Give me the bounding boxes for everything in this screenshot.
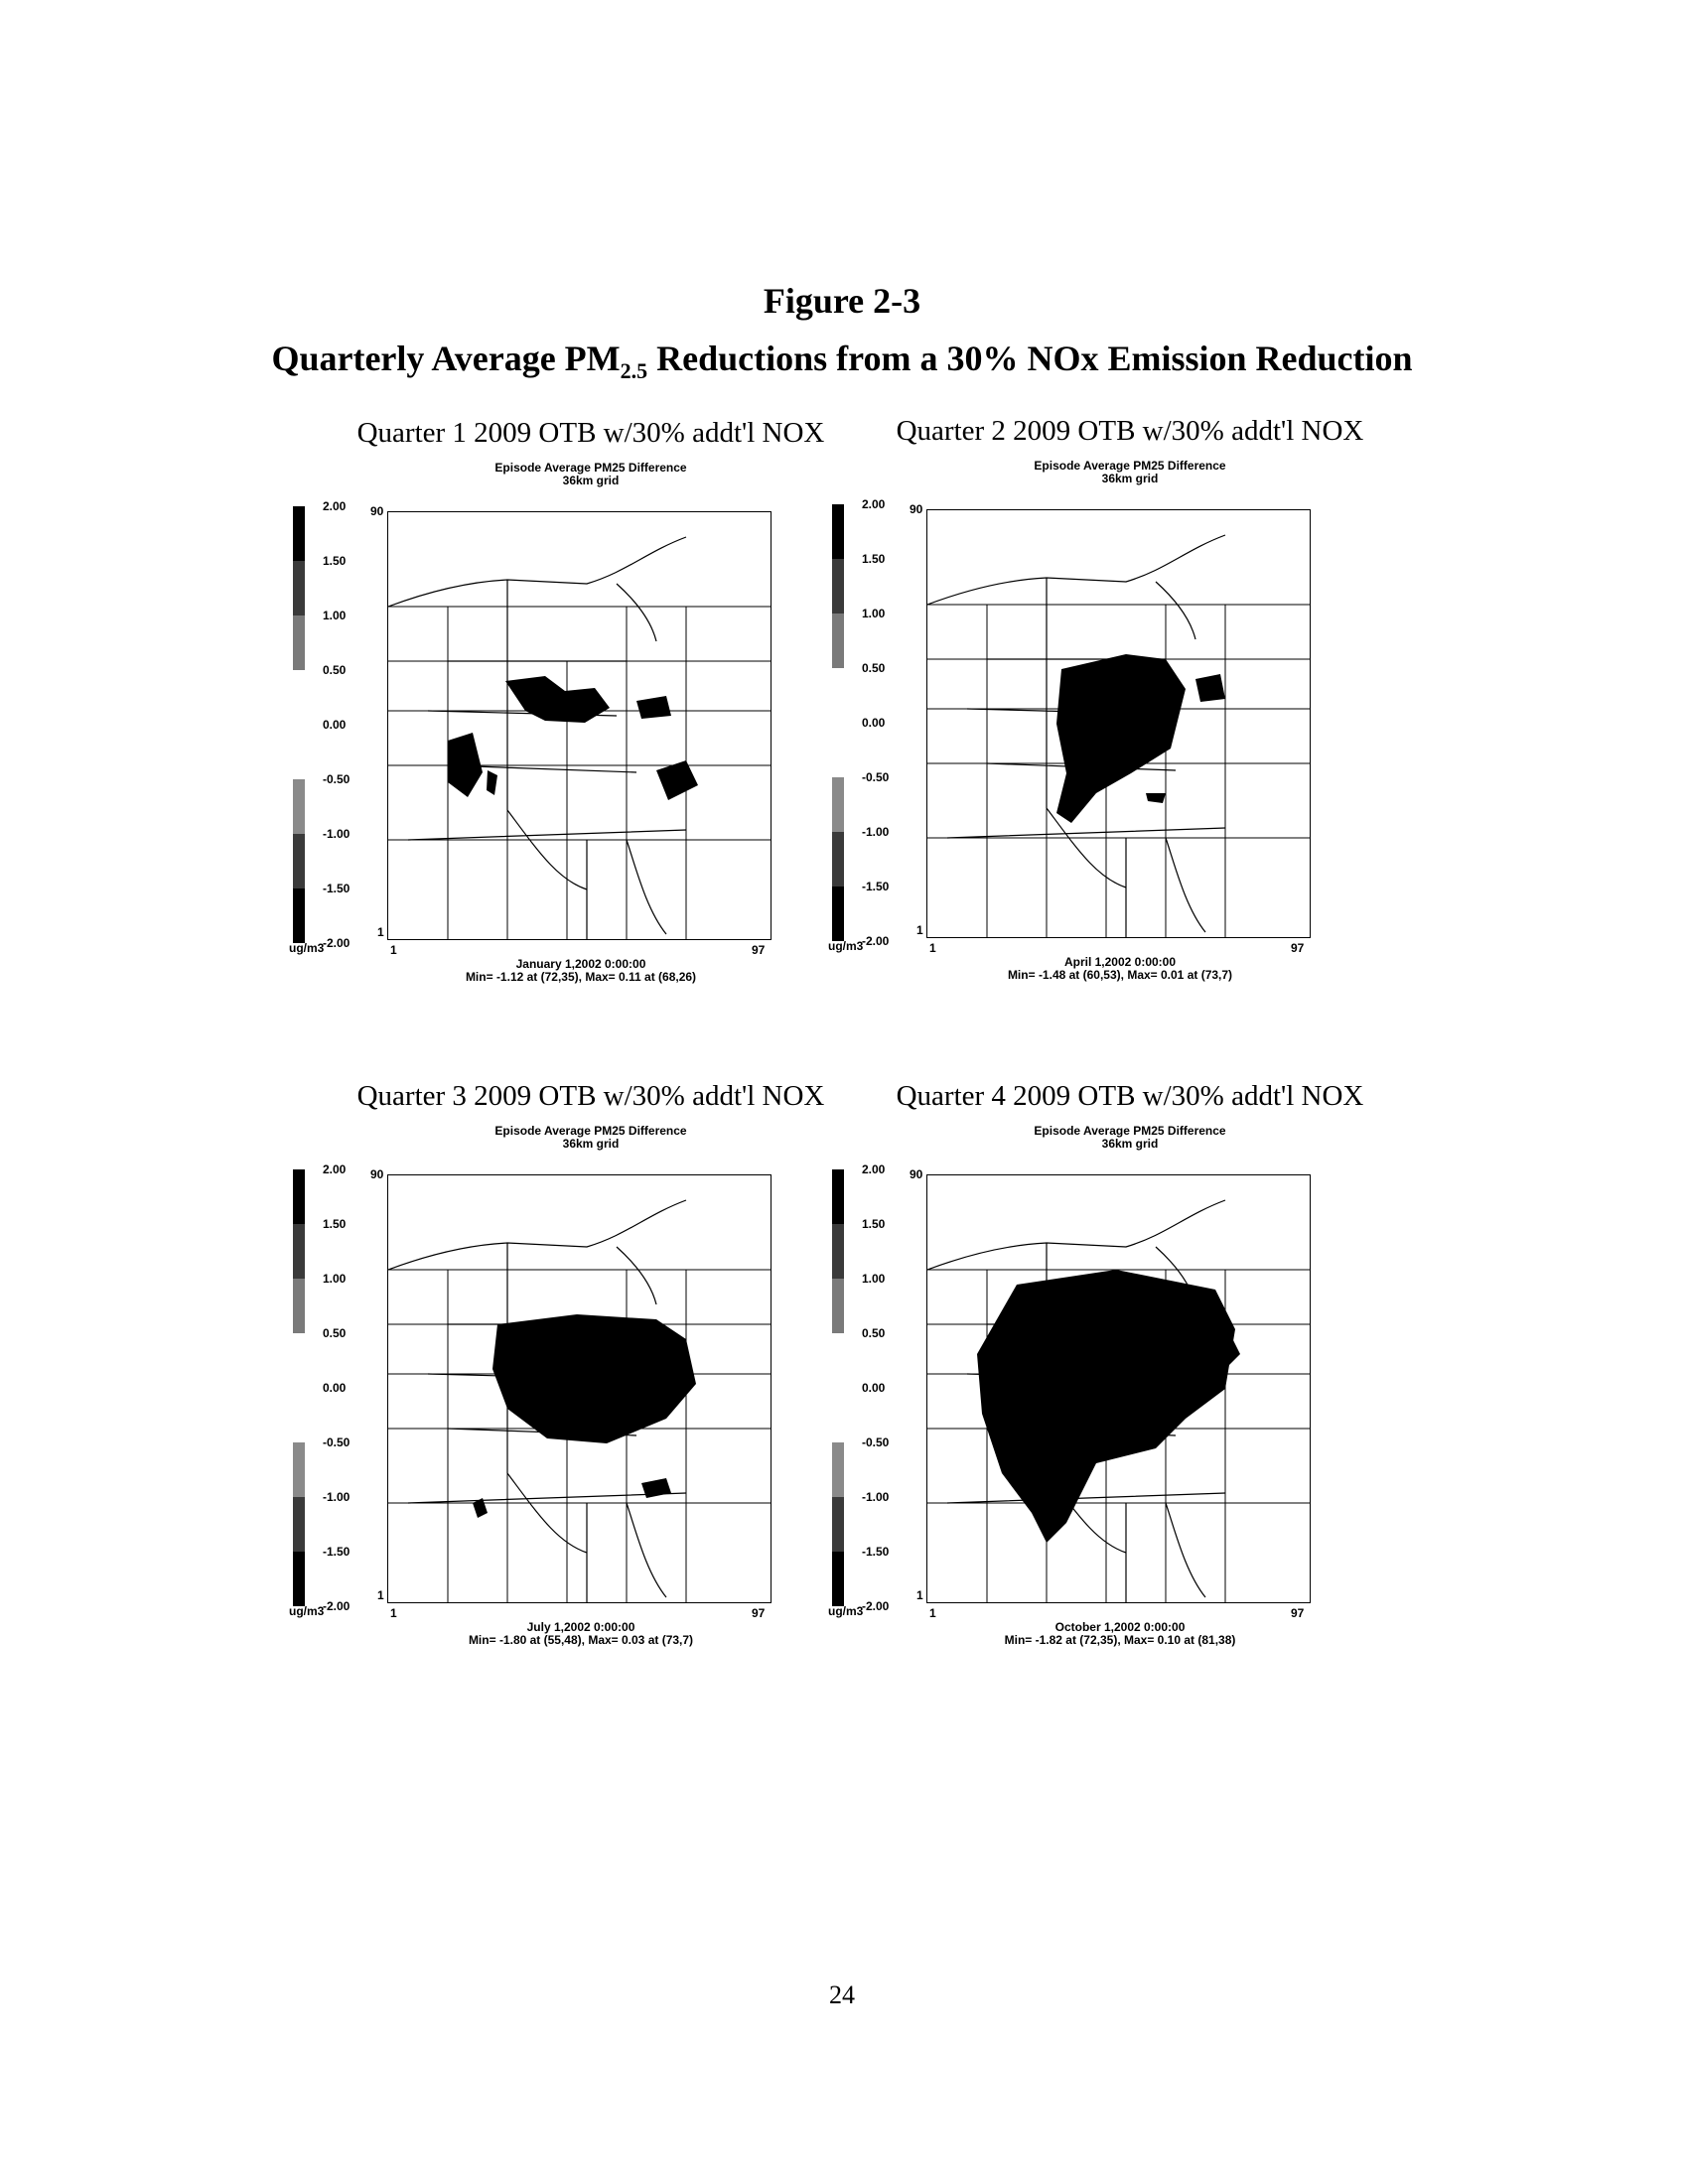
state-boundaries [388,607,771,939]
colorbar-tick-label: -1.00 [323,827,351,841]
colorbar-tick-label: 1.00 [862,1272,886,1286]
map-panel-q1 [289,417,889,984]
colorbar-tick-label: 2.00 [862,497,886,511]
colorbar-segment [293,1442,305,1497]
colorbar-segment [293,670,305,725]
map-date: April 1,2002 0:00:00 [1063,955,1177,969]
plot-title: Episode Average PM25 Difference [494,1124,687,1138]
colorbar-tick-label: 1.00 [323,1272,347,1286]
colorbar-segment [293,834,305,888]
colorbar-tick-label: 2.00 [323,499,347,513]
colorbar-segment [832,1333,844,1388]
colorbar [832,1169,844,1606]
colorbar-tick-label: 0.00 [323,718,347,732]
colorbar-tick-label: 1.50 [323,554,347,568]
plot-title: Episode Average PM25 Difference [494,461,687,475]
x-axis-min-label: 1 [929,1606,936,1620]
reduction-region [448,733,483,797]
grid-label: 36km grid [1101,472,1159,485]
colorbar-tick-label: -1.00 [862,825,890,839]
x-axis-min-label: 1 [390,943,397,957]
x-axis-max-label: 97 [1291,1606,1305,1620]
colorbar-segment [293,506,305,561]
x-axis-min-label: 1 [390,1606,397,1620]
colorbar-segment [832,1169,844,1224]
map-panel-q4 [828,1080,1428,1647]
colorbar-tick-label: -1.50 [862,1545,890,1559]
colorbar-tick-label: 1.50 [323,1217,347,1231]
x-axis-min-label: 1 [929,941,936,955]
y-axis-min-label: 1 [916,923,923,937]
caption-prefix: Quarterly Average PM [271,339,621,378]
colorbar-segment [832,1279,844,1333]
map-date: October 1,2002 0:00:00 [1054,1620,1186,1634]
colorbar-tick-label: 1.50 [862,1217,886,1231]
colorbar-segment [832,777,844,832]
colorbar-tick-label: 1.00 [862,607,886,620]
map-panel-q2 [828,415,1428,982]
reduction-region [1195,674,1225,702]
y-axis-min-label: 1 [916,1588,923,1602]
colorbar-segment [832,504,844,559]
colorbar-tick-label: -1.50 [323,1545,351,1559]
colorbar-units: ug/m3 [289,941,325,955]
colorbar-segment [293,1333,305,1388]
colorbar-segment [293,615,305,670]
plot-title: Episode Average PM25 Difference [1034,459,1226,473]
caption-subscript: 2.5 [620,358,648,384]
map-min-max-stats: Min= -1.80 at (55,48), Max= 0.03 at (73,7) [468,1633,694,1647]
colorbar-segment [293,888,305,943]
panel-title: Quarter 3 2009 OTB w/30% addt'l NOX [356,1080,825,1112]
reduction-region [492,1314,696,1443]
x-axis-max-label: 97 [752,943,766,957]
colorbar-tick-label: -0.50 [323,772,351,786]
map-drawing [388,1175,771,1602]
map-min-max-stats: Min= -1.12 at (72,35), Max= 0.11 at (68,26) [465,970,697,984]
colorbar-segment [832,1552,844,1606]
colorbar-tick-label: -1.50 [862,880,890,893]
colorbar-segment [293,561,305,615]
pm25-difference-map [926,509,1311,938]
colorbar-units: ug/m3 [289,1604,325,1618]
x-axis-max-label: 97 [752,1606,766,1620]
colorbar-segment [832,887,844,941]
reduction-region [656,760,698,800]
map-date: January 1,2002 0:00:00 [515,957,646,971]
map-date: July 1,2002 0:00:00 [526,1620,635,1634]
colorbar-segment [832,1224,844,1279]
reduction-region [1126,1414,1138,1426]
map-drawing [927,510,1310,937]
figure-number: Figure 2-3 [763,281,921,321]
coastline-and-lakes [388,537,686,939]
map-panel-q3 [289,1080,889,1647]
colorbar-tick-label: 0.50 [323,1326,347,1340]
colorbar [832,504,844,941]
pm25-difference-map [387,511,772,940]
colorbar-segment [293,1169,305,1224]
colorbar-segment [293,1279,305,1333]
colorbar [293,506,305,943]
y-axis-min-label: 1 [377,1588,384,1602]
pm25-difference-map [926,1174,1311,1603]
panel-title: Quarter 2 2009 OTB w/30% addt'l NOX [896,415,1364,447]
colorbar-tick-label: -2.00 [862,1599,890,1613]
colorbar-segment [832,1388,844,1442]
colorbar-segment [832,832,844,887]
grid-label: 36km grid [562,474,620,487]
colorbar-tick-label: -2.00 [862,934,890,948]
colorbar-tick-label: -0.50 [862,770,890,784]
colorbar-segment [832,723,844,777]
map-min-max-stats: Min= -1.82 at (72,35), Max= 0.10 at (81,38) [1004,1633,1236,1647]
colorbar-segment [293,1552,305,1606]
colorbar-segment [832,1442,844,1497]
colorbar-segment [293,1497,305,1552]
colorbar-tick-label: 1.00 [323,609,347,622]
colorbar-tick-label: 0.50 [862,1326,886,1340]
x-axis-max-label: 97 [1291,941,1305,955]
colorbar-segment [293,1388,305,1442]
y-axis-max-label: 90 [910,502,923,516]
colorbar-tick-label: 1.50 [862,552,886,566]
page-number: 24 [829,1980,855,2009]
colorbar-segment [293,725,305,779]
colorbar-tick-label: -0.50 [862,1435,890,1449]
grid-label: 36km grid [562,1137,620,1151]
colorbar-tick-label: 0.00 [323,1381,347,1395]
y-axis-max-label: 90 [370,504,384,518]
map-drawing [927,1175,1310,1602]
colorbar-tick-label: 0.00 [862,716,886,730]
reduction-region [1146,793,1166,803]
pm25-difference-map [387,1174,772,1603]
colorbar-tick-label: -2.00 [323,936,351,950]
colorbar-tick-label: 0.00 [862,1381,886,1395]
colorbar-tick-label: -0.50 [323,1435,351,1449]
plot-title: Episode Average PM25 Difference [1034,1124,1226,1138]
colorbar-tick-label: 0.50 [323,663,347,677]
y-axis-max-label: 90 [910,1167,923,1181]
colorbar-tick-label: -1.00 [323,1490,351,1504]
grid-label: 36km grid [1101,1137,1159,1151]
y-axis-min-label: 1 [377,925,384,939]
reduction-region [636,696,671,719]
panel-title: Quarter 1 2009 OTB w/30% addt'l NOX [356,417,825,449]
colorbar-tick-label: -1.50 [323,882,351,895]
map-drawing [388,512,771,939]
colorbar-tick-label: 0.50 [862,661,886,675]
colorbar-tick-label: 2.00 [323,1162,347,1176]
caption-suffix: Reductions from a 30% NOx Emission Reduction [647,339,1413,378]
colorbar-tick-label: -1.00 [862,1490,890,1504]
colorbar-segment [293,779,305,834]
colorbar-segment [832,559,844,614]
reduction-region [487,770,497,795]
colorbar [293,1169,305,1606]
colorbar-segment [832,1497,844,1552]
y-axis-max-label: 90 [370,1167,384,1181]
colorbar-units: ug/m3 [828,939,864,953]
figure-caption [0,338,1684,384]
colorbar-tick-label: -2.00 [323,1599,351,1613]
panel-title: Quarter 4 2009 OTB w/30% addt'l NOX [896,1080,1364,1112]
colorbar-units: ug/m3 [828,1604,864,1618]
colorbar-tick-label: 2.00 [862,1162,886,1176]
colorbar-segment [293,1224,305,1279]
colorbar-segment [832,668,844,723]
reduction-region [641,1478,671,1498]
map-min-max-stats: Min= -1.48 at (60,53), Max= 0.01 at (73,7) [1007,968,1233,982]
colorbar-segment [832,614,844,668]
